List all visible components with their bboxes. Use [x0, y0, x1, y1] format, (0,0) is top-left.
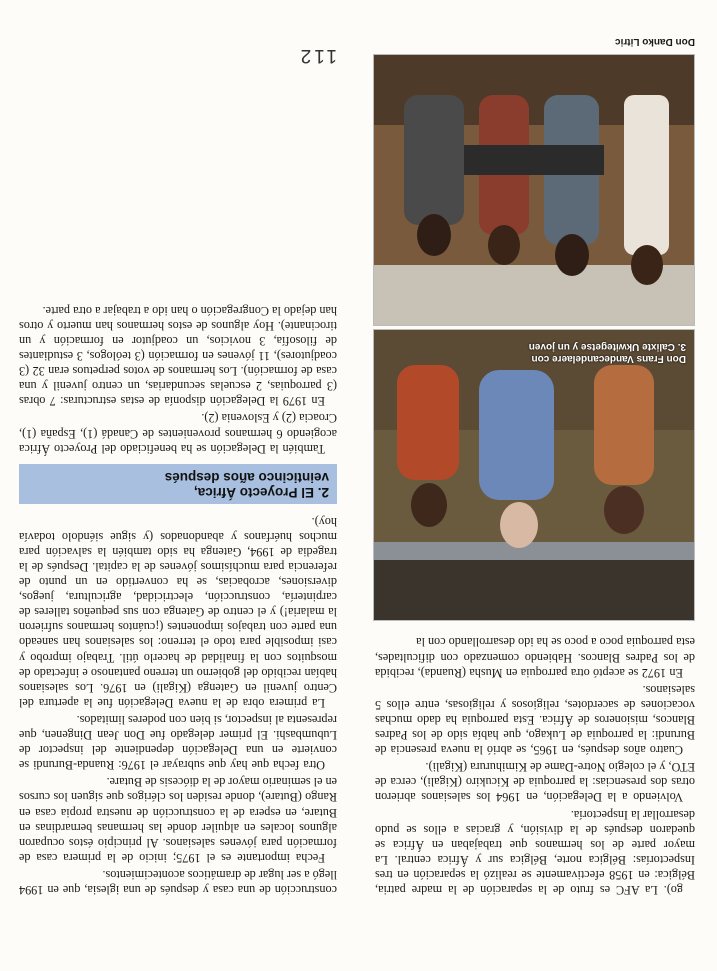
photo-scene: [374, 55, 694, 325]
paragraph: Fecha importante es el 1975; inicio de la primera casa de formación para jóvenes salesianos. Al principio éstos ocuparon algunos locales en alquiler donde las hermanas bernardinas en Butare, en espera de la construcción de nuestra propia casa en Rango (Butare), donde residen los clérigos que siguen los cursos en el seminario mayor de la diócesis de Butare.: [19, 775, 337, 865]
page-number: 112: [297, 45, 337, 66]
paragraph: La primera obra de la nueva Delegación fue la apertura del Centro juvenil en Gatenga (Kigali) en 1976. Los salesianos habían recibido del gobierno un terreno pantanoso e infectado de mosquitos con la finalidad de hacerlo útil. Trabajo improbo y casi imposible para todo el terreno: los salesianos han saneado una parte con trabajos imponentes (¡cuántos hermanos sufrieron la malaria!) y el centro de Gatenga con sus pequeños talleres de carpintería, construcción, electricidad, agricultura, juegos, diversiones, acrobacias, se ha convertido en un punto de referencia para muchísimos jóvenes de la capital. Después de la tragedia de 1994, Gatenga ha sido también la salvación para muchos huérfanos y abandonados (y sigue siéndolo todavía hoy).: [19, 514, 337, 710]
paragraph: Otra fecha que hay que subrayar el 1976: Ruanda-Burundi se convierte en una Delegación dependiente del inspector de Lubumbashi. El primer delegado fue Don Jean Dingenen, que representa al inspector, si bien con poderes limitados.: [19, 712, 337, 773]
text-column-left: [375, 634, 695, 897]
photo-caption: Don Danko Litric: [614, 36, 695, 47]
photo-priests-with-youth: [373, 329, 695, 621]
section-heading: 2. El Proyecto África, veinticinco años después: [19, 464, 337, 504]
photo-workshop: [373, 54, 695, 326]
paragraph: En 1979 la Delegación disponía de estas estructuras: 7 obras (3 parroquias, 2 escuelas secundarias, un centro juvenil y una casa de formación). Los hermanos de votos perpetuos eran 32 (3 coadjutores), 11 jóvenes en formación (3 teólogos, 3 estudiantes de filosofía, 3 novicios, un coadjutor en formación y un tirocinante). Hoy algunos de estos hermanos han muerto y otros han dejado la Congregación o han ido a trabajar a otra parte.: [19, 303, 337, 409]
paragraph: En 1972 se aceptó otra parroquia en Musha (Ruanda), recibida de los Padres Blancos. Habiendo comenzado con dificultades, esta parroquia poco a poco se ha ido desarrollando con la: [375, 635, 695, 680]
photo-scene: [374, 330, 694, 620]
paragraph: go). La AFC es fruto de la separación de la madre patria, Bélgica: en 1958 efectivamente se realizó la separación en tres Inspectorías: Bélgica norte, Bélgica sur y África central. La mayor parte de los hermanos que trabajaban en África se quedaron después de la división, y gracias a ellos se pudo desarrollar la Inspectoría.: [375, 807, 695, 897]
photo-caption: Don Frans Vandecandelaere con 3. Calixte Ukwitegetse y un joven: [528, 341, 686, 364]
paragraph: Cuatro años después, en 1965, se abrió la nueva presencia de Burundi: la parroquia de Lukago, que había sido de los Padres Blancos, misioneros de África. Esta parroquia ha dado muchas vocaciones de sacerdotes, religiosos y religiosas, entre ellos 5 salesianos.: [375, 682, 695, 758]
paragraph: También la Delegación se ha beneficiado del Proyecto África acogiendo 6 hermanos provenientes de Canadá (1), España (1), Croacia (2) y Eslovenia (2).: [19, 411, 337, 456]
paragraph: construcción de una casa y después de una iglesia, que en 1994 llegó a ser lugar de dramáticos acontecimientos.: [19, 867, 337, 897]
text-column-right: [19, 303, 337, 897]
paragraph: Volviendo a la Delegación, en 1964 los salesianos abrieron otras dos presencias: la parroquia de Kicukiro (Kigali), cerca de ETO, y el colegio Notre-Dame de Kimihurura (Kigali).: [375, 760, 695, 805]
